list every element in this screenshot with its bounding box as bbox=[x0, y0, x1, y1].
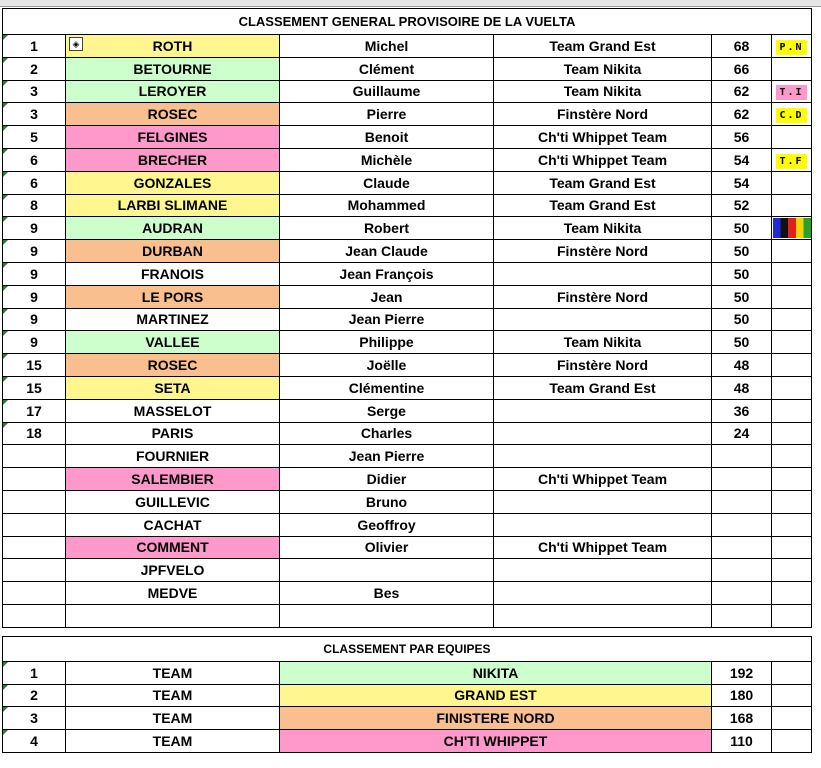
rider-row bbox=[3, 148, 812, 171]
jersey-badge: T.I bbox=[776, 85, 806, 100]
rider-row bbox=[3, 331, 812, 354]
points-cell[interactable]: 48 bbox=[712, 354, 772, 377]
rider-row bbox=[3, 217, 812, 240]
last-name-text: DURBAN bbox=[142, 243, 203, 260]
points-cell[interactable] bbox=[712, 604, 772, 627]
last-name-text: GONZALES bbox=[133, 174, 212, 191]
badge-cell[interactable] bbox=[772, 126, 812, 149]
points-cell[interactable]: 50 bbox=[712, 285, 772, 308]
first-name-cell[interactable]: Benoit bbox=[280, 126, 494, 149]
rank-cell[interactable] bbox=[3, 490, 66, 513]
team-cell[interactable]: Finstère Nord bbox=[494, 285, 712, 308]
last-name-cell[interactable] bbox=[66, 171, 280, 194]
points-cell[interactable]: 50 bbox=[712, 240, 772, 263]
first-name-cell[interactable]: Jean François bbox=[280, 262, 494, 285]
rank-cell[interactable]: 18 bbox=[3, 422, 66, 445]
last-name-cell[interactable] bbox=[66, 559, 280, 582]
last-name-text: LEROYER bbox=[138, 83, 207, 100]
points-cell[interactable]: 50 bbox=[712, 217, 772, 240]
team-rank-cell[interactable]: 3 bbox=[3, 707, 66, 730]
badge-cell[interactable] bbox=[772, 354, 812, 377]
rank-cell[interactable]: 9 bbox=[3, 285, 66, 308]
team-points-cell[interactable]: 110 bbox=[712, 730, 772, 753]
last-name-text: MEDVE bbox=[147, 585, 198, 602]
team-label-cell[interactable]: TEAM bbox=[66, 661, 280, 684]
points-cell[interactable]: 54 bbox=[712, 148, 772, 171]
first-name-cell[interactable]: Clémentine bbox=[280, 376, 494, 399]
badge-cell[interactable] bbox=[772, 490, 812, 513]
team-cell[interactable]: Team Grand Est bbox=[494, 376, 712, 399]
rider-row bbox=[3, 468, 812, 491]
team-rank-cell[interactable]: 4 bbox=[3, 730, 66, 753]
last-name-cell[interactable] bbox=[66, 536, 280, 559]
last-name-cell[interactable] bbox=[66, 194, 280, 217]
rider-row bbox=[3, 262, 812, 285]
rider-row bbox=[3, 240, 812, 263]
badge-cell[interactable] bbox=[772, 262, 812, 285]
rank-cell[interactable] bbox=[3, 559, 66, 582]
points-cell[interactable]: 62 bbox=[712, 80, 772, 103]
rank-cell[interactable]: 8 bbox=[3, 194, 66, 217]
points-cell[interactable] bbox=[712, 559, 772, 582]
team-rank-cell[interactable]: 2 bbox=[3, 684, 66, 707]
team-extra-cell[interactable] bbox=[772, 707, 812, 730]
rider-row bbox=[3, 35, 812, 58]
last-name-cell[interactable] bbox=[66, 422, 280, 445]
badge-cell[interactable] bbox=[772, 399, 812, 422]
first-name-cell[interactable]: Joëlle bbox=[280, 354, 494, 377]
rank-cell[interactable]: 5 bbox=[3, 126, 66, 149]
team-row bbox=[3, 684, 812, 707]
jersey-badge: P.N bbox=[776, 40, 806, 55]
first-name-cell[interactable]: Didier bbox=[280, 468, 494, 491]
rank-cell[interactable]: 6 bbox=[3, 148, 66, 171]
badge-cell[interactable] bbox=[772, 35, 812, 58]
first-name-cell[interactable]: Guillaume bbox=[280, 80, 494, 103]
badge-cell[interactable] bbox=[772, 103, 812, 126]
team-points-cell[interactable]: 180 bbox=[712, 684, 772, 707]
badge-cell[interactable] bbox=[772, 57, 812, 80]
points-cell[interactable]: 52 bbox=[712, 194, 772, 217]
last-name-cell[interactable] bbox=[66, 80, 280, 103]
team-cell[interactable] bbox=[494, 422, 712, 445]
last-name-cell[interactable] bbox=[66, 35, 280, 58]
first-name-cell[interactable]: Jean Claude bbox=[280, 240, 494, 263]
team-name-cell[interactable]: NIKITA bbox=[280, 661, 712, 684]
last-name-cell[interactable] bbox=[66, 126, 280, 149]
last-name-cell[interactable] bbox=[66, 148, 280, 171]
points-cell[interactable]: 36 bbox=[712, 399, 772, 422]
team-row bbox=[3, 730, 812, 753]
first-name-cell[interactable]: Olivier bbox=[280, 536, 494, 559]
rank-cell[interactable]: 9 bbox=[3, 240, 66, 263]
last-name-text: BETOURNE bbox=[133, 60, 212, 77]
team-label-cell[interactable]: TEAM bbox=[66, 730, 280, 753]
teams-title[interactable]: CLASSEMENT PAR EQUIPES bbox=[3, 636, 812, 661]
separator bbox=[3, 627, 812, 636]
rider-row bbox=[3, 536, 812, 559]
last-name-cell[interactable] bbox=[66, 308, 280, 331]
teams-title-row bbox=[3, 636, 812, 661]
rider-row bbox=[3, 126, 812, 149]
team-cell[interactable]: Team Nikita bbox=[494, 217, 712, 240]
team-cell[interactable] bbox=[494, 399, 712, 422]
rank-cell[interactable]: 3 bbox=[3, 103, 66, 126]
last-name-cell[interactable] bbox=[66, 103, 280, 126]
last-name-cell[interactable] bbox=[66, 399, 280, 422]
first-name-cell[interactable]: Michel bbox=[280, 35, 494, 58]
last-name-cell[interactable] bbox=[66, 331, 280, 354]
team-points-cell[interactable]: 168 bbox=[712, 707, 772, 730]
rider-row bbox=[3, 513, 812, 536]
last-name-text: JPFVELO bbox=[140, 562, 205, 579]
rider-row bbox=[3, 399, 812, 422]
points-cell[interactable] bbox=[712, 536, 772, 559]
last-name-cell[interactable] bbox=[66, 490, 280, 513]
points-cell[interactable] bbox=[712, 468, 772, 491]
last-name-text: FOURNIER bbox=[135, 448, 210, 465]
rider-row bbox=[3, 194, 812, 217]
rank-cell[interactable]: 1 bbox=[3, 35, 66, 58]
rider-row bbox=[3, 422, 812, 445]
team-cell[interactable]: Team Nikita bbox=[494, 80, 712, 103]
points-cell[interactable]: 54 bbox=[712, 171, 772, 194]
diamond-icon[interactable]: ◈ bbox=[69, 37, 83, 51]
rider-row bbox=[3, 559, 812, 582]
rank-cell[interactable] bbox=[3, 536, 66, 559]
rank-cell[interactable]: 15 bbox=[3, 376, 66, 399]
first-name-cell[interactable]: Bruno bbox=[280, 490, 494, 513]
rider-row bbox=[3, 171, 812, 194]
team-cell[interactable]: Team Grand Est bbox=[494, 35, 712, 58]
team-row bbox=[3, 707, 812, 730]
team-cell[interactable]: Team Grand Est bbox=[494, 171, 712, 194]
first-name-cell[interactable]: Jean bbox=[280, 285, 494, 308]
first-name-cell[interactable]: Clément bbox=[280, 57, 494, 80]
separator-row bbox=[3, 627, 812, 636]
rider-row bbox=[3, 354, 812, 377]
team-cell[interactable] bbox=[494, 582, 712, 605]
column-header-strip bbox=[0, 0, 821, 7]
last-name-text: MARTINEZ bbox=[136, 311, 209, 328]
team-label-cell[interactable]: TEAM bbox=[66, 707, 280, 730]
team-points-cell[interactable]: 192 bbox=[712, 661, 772, 684]
jersey-badge: C.D bbox=[776, 108, 806, 123]
last-name-text: ROSEC bbox=[147, 106, 198, 123]
first-name-cell[interactable]: Geoffroy bbox=[280, 513, 494, 536]
rank-cell[interactable]: 15 bbox=[3, 354, 66, 377]
last-name-cell[interactable] bbox=[66, 468, 280, 491]
badge-cell[interactable] bbox=[772, 148, 812, 171]
badge-cell[interactable] bbox=[772, 604, 812, 627]
last-name-cell[interactable] bbox=[66, 217, 280, 240]
rider-row bbox=[3, 285, 812, 308]
first-name-cell[interactable]: Mohammed bbox=[280, 194, 494, 217]
last-name-text: COMMENT bbox=[136, 539, 209, 556]
rank-cell[interactable]: 9 bbox=[3, 262, 66, 285]
badge-cell[interactable] bbox=[772, 308, 812, 331]
team-cell[interactable] bbox=[494, 262, 712, 285]
team-cell[interactable]: Finstère Nord bbox=[494, 240, 712, 263]
last-name-text: FRANOIS bbox=[141, 265, 204, 282]
last-name-cell[interactable] bbox=[66, 240, 280, 263]
standings-grid bbox=[2, 8, 812, 753]
team-cell[interactable] bbox=[494, 559, 712, 582]
team-cell[interactable] bbox=[494, 445, 712, 468]
badge-cell[interactable] bbox=[772, 559, 812, 582]
team-cell[interactable]: Ch'ti Whippet Team bbox=[494, 148, 712, 171]
last-name-cell[interactable] bbox=[66, 262, 280, 285]
last-name-text: ROSEC bbox=[147, 357, 198, 374]
team-extra-cell[interactable] bbox=[772, 730, 812, 753]
first-name-cell[interactable]: Serge bbox=[280, 399, 494, 422]
last-name-text: LE PORS bbox=[141, 288, 204, 305]
jersey-badge: T.F bbox=[776, 154, 806, 169]
rider-row bbox=[3, 57, 812, 80]
badge-cell[interactable] bbox=[772, 582, 812, 605]
rider-row bbox=[3, 80, 812, 103]
badge-cell[interactable] bbox=[772, 376, 812, 399]
rank-cell[interactable]: 9 bbox=[3, 331, 66, 354]
team-cell[interactable]: Ch'ti Whippet Team bbox=[494, 126, 712, 149]
last-name-text: MASSELOT bbox=[133, 402, 212, 419]
last-name-text: PARIS bbox=[151, 425, 194, 442]
general-title[interactable]: CLASSEMENT GENERAL PROVISOIRE DE LA VUELTA bbox=[3, 9, 812, 35]
points-cell[interactable] bbox=[712, 490, 772, 513]
last-name-text: FELGINES bbox=[137, 129, 208, 146]
last-name-cell[interactable] bbox=[66, 285, 280, 308]
rank-cell[interactable] bbox=[3, 445, 66, 468]
last-name-text: GUILLEVIC bbox=[135, 493, 210, 510]
team-cell[interactable]: Finstère Nord bbox=[494, 103, 712, 126]
first-name-cell[interactable]: Michèle bbox=[280, 148, 494, 171]
team-cell[interactable] bbox=[494, 604, 712, 627]
team-extra-cell[interactable] bbox=[772, 684, 812, 707]
points-cell[interactable] bbox=[712, 582, 772, 605]
team-extra-cell[interactable] bbox=[772, 661, 812, 684]
first-name-cell[interactable] bbox=[280, 559, 494, 582]
last-name-cell[interactable] bbox=[66, 445, 280, 468]
last-name-text: CACHAT bbox=[143, 516, 202, 533]
points-cell[interactable]: 56 bbox=[712, 126, 772, 149]
rider-row bbox=[3, 490, 812, 513]
badge-cell[interactable] bbox=[772, 445, 812, 468]
rank-cell[interactable]: 2 bbox=[3, 57, 66, 80]
team-cell[interactable]: Team Nikita bbox=[494, 57, 712, 80]
rank-cell[interactable] bbox=[3, 513, 66, 536]
badge-cell[interactable] bbox=[772, 513, 812, 536]
points-cell[interactable]: 50 bbox=[712, 262, 772, 285]
points-cell[interactable] bbox=[712, 445, 772, 468]
rank-cell[interactable]: 9 bbox=[3, 217, 66, 240]
stripes-icon bbox=[773, 218, 811, 238]
rank-cell[interactable]: 6 bbox=[3, 171, 66, 194]
points-cell[interactable]: 66 bbox=[712, 57, 772, 80]
team-name-cell[interactable]: FINISTERE NORD bbox=[280, 707, 712, 730]
rank-cell[interactable]: 9 bbox=[3, 308, 66, 331]
rider-row bbox=[3, 103, 812, 126]
points-cell[interactable]: 68 bbox=[712, 35, 772, 58]
badge-cell[interactable] bbox=[772, 468, 812, 491]
first-name-cell[interactable]: Claude bbox=[280, 171, 494, 194]
last-name-cell[interactable] bbox=[66, 582, 280, 605]
last-name-cell[interactable] bbox=[66, 57, 280, 80]
first-name-cell[interactable]: Robert bbox=[280, 217, 494, 240]
first-name-cell[interactable]: Charles bbox=[280, 422, 494, 445]
team-cell[interactable] bbox=[494, 513, 712, 536]
last-name-text: SALEMBIER bbox=[131, 471, 214, 488]
team-cell[interactable]: Ch'ti Whippet Team bbox=[494, 536, 712, 559]
last-name-cell[interactable] bbox=[66, 354, 280, 377]
last-name-text: SETA bbox=[154, 379, 191, 396]
team-name-cell[interactable]: GRAND EST bbox=[280, 684, 712, 707]
team-cell[interactable] bbox=[494, 490, 712, 513]
rank-cell[interactable] bbox=[3, 468, 66, 491]
rider-row bbox=[3, 582, 812, 605]
rider-row bbox=[3, 308, 812, 331]
team-cell[interactable]: Team Grand Est bbox=[494, 194, 712, 217]
title-row bbox=[3, 9, 812, 35]
badge-cell[interactable] bbox=[772, 536, 812, 559]
last-name-cell[interactable] bbox=[66, 604, 280, 627]
badge-cell[interactable] bbox=[772, 285, 812, 308]
rider-row bbox=[3, 376, 812, 399]
first-name-cell[interactable] bbox=[280, 604, 494, 627]
last-name-text: LARBI SLIMANE bbox=[117, 197, 228, 214]
last-name-text: AUDRAN bbox=[142, 220, 203, 237]
rank-cell[interactable]: 17 bbox=[3, 399, 66, 422]
rider-row bbox=[3, 604, 812, 627]
team-cell[interactable]: Team Nikita bbox=[494, 331, 712, 354]
team-cell[interactable]: Ch'ti Whippet Team bbox=[494, 468, 712, 491]
last-name-text: BRECHER bbox=[137, 151, 208, 168]
first-name-cell[interactable]: Pierre bbox=[280, 103, 494, 126]
badge-cell[interactable] bbox=[772, 217, 812, 240]
badge-cell[interactable] bbox=[772, 331, 812, 354]
rank-cell[interactable]: 3 bbox=[3, 80, 66, 103]
last-name-text: VALLEE bbox=[145, 334, 200, 351]
last-name-cell[interactable] bbox=[66, 376, 280, 399]
badge-cell[interactable] bbox=[772, 194, 812, 217]
first-name-cell[interactable]: Jean Pierre bbox=[280, 445, 494, 468]
team-row bbox=[3, 661, 812, 684]
points-cell[interactable]: 24 bbox=[712, 422, 772, 445]
points-cell[interactable]: 62 bbox=[712, 103, 772, 126]
rank-cell[interactable] bbox=[3, 582, 66, 605]
team-label-cell[interactable]: TEAM bbox=[66, 684, 280, 707]
first-name-cell[interactable]: Jean Pierre bbox=[280, 308, 494, 331]
badge-cell[interactable] bbox=[772, 240, 812, 263]
points-cell[interactable]: 48 bbox=[712, 376, 772, 399]
last-name-text: ROTH bbox=[152, 37, 193, 54]
badge-cell[interactable] bbox=[772, 171, 812, 194]
rider-row bbox=[3, 445, 812, 468]
badge-cell[interactable] bbox=[772, 422, 812, 445]
rank-cell[interactable] bbox=[3, 604, 66, 627]
points-cell[interactable]: 50 bbox=[712, 331, 772, 354]
team-cell[interactable]: Finstère Nord bbox=[494, 354, 712, 377]
badge-cell[interactable] bbox=[772, 80, 812, 103]
points-cell[interactable]: 50 bbox=[712, 308, 772, 331]
first-name-cell[interactable]: Bes bbox=[280, 582, 494, 605]
last-name-cell[interactable] bbox=[66, 513, 280, 536]
points-cell[interactable] bbox=[712, 513, 772, 536]
team-name-cell[interactable]: CH'TI WHIPPET bbox=[280, 730, 712, 753]
team-cell[interactable] bbox=[494, 308, 712, 331]
first-name-cell[interactable]: Philippe bbox=[280, 331, 494, 354]
team-rank-cell[interactable]: 1 bbox=[3, 661, 66, 684]
